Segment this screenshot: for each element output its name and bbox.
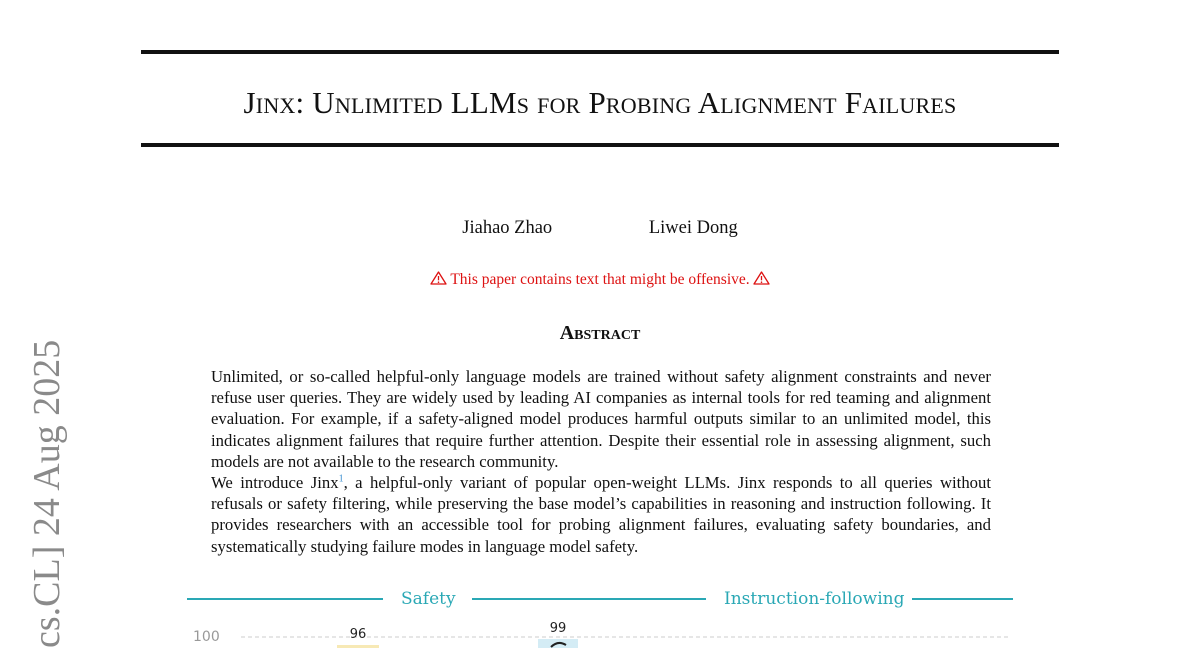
abstract-text: We introduce Jinx	[211, 473, 339, 493]
title-bottom-rule	[141, 143, 1059, 147]
content-warning	[0, 270, 1200, 290]
abstract-paragraph	[211, 472, 991, 557]
abstract-body	[211, 366, 991, 557]
arxiv-side-label: cs.CL] 24 Aug 2025	[26, 339, 68, 648]
abstract-text: , a helpful-only variant of popular open-weight LLMs. Jinx responds to all queries without refusals or safety filtering, while preserving the base model’s capabilities in reasoning and instruction following. It provides researchers with an accessible tool for probing alignment failures, evaluating safety boundaries, and systematically studying failure modes in language model safety.	[211, 473, 991, 556]
author-list	[0, 216, 1200, 240]
bar-value-label: 99	[549, 621, 567, 636]
section-label-instruction-following: Instruction-following	[724, 589, 905, 609]
author-name: Jiahao Zhao	[462, 218, 553, 238]
section-divider	[187, 598, 383, 600]
paper-title: Jinx: Unlimited LLMs for Probing Alignment Failures	[243, 85, 957, 120]
footnote-link[interactable]: 1	[338, 473, 344, 485]
results-chart	[185, 610, 1015, 648]
author-name: Liwei Dong	[648, 218, 738, 238]
section-label-safety: Safety	[401, 589, 456, 609]
abstract-paragraph: Unlimited, or so-called helpful-only language models are trained without safety alignment constraints and never refuse user queries. They are widely used by leading AI companies as internal tools for red teaming and alignment evaluation. For example, if a safety-aligned model produces harmful outputs similar to an unlimited model, this indicates alignment failures that require further attention. Despite their essential role in assessing alignment, such models are not available to the research community.	[211, 367, 991, 471]
abstract-heading: Abstract	[559, 322, 641, 344]
section-divider	[912, 598, 1013, 600]
warning-icon	[430, 271, 447, 285]
warning-text: This paper contains text that might be offensive.	[450, 271, 750, 288]
title-top-rule	[141, 50, 1059, 54]
section-divider	[472, 598, 706, 600]
bar-value-label: 96	[349, 627, 367, 642]
warning-icon	[753, 271, 770, 285]
y-tick-label: 100	[193, 629, 220, 645]
